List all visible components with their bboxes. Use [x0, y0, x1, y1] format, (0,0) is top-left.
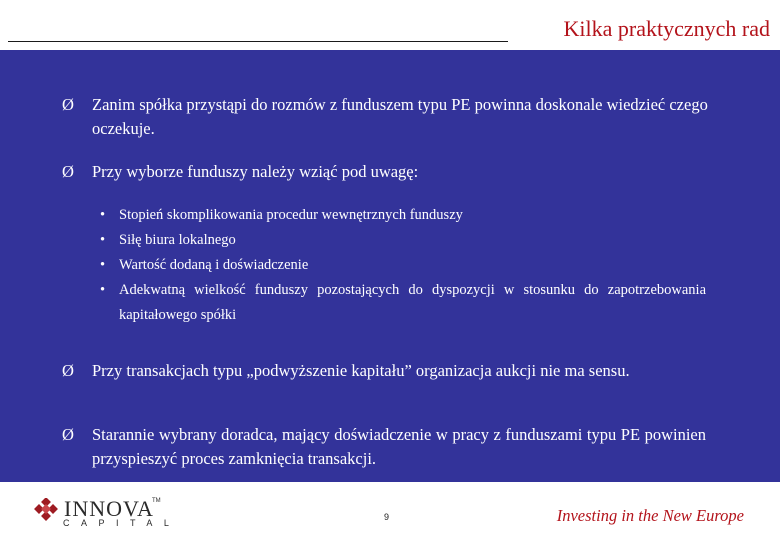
slide-header	[0, 0, 780, 50]
slide-title: Kilka praktycznych rad	[563, 16, 770, 41]
bullet-point-1	[62, 93, 710, 141]
logo-wordmark: INNOVA	[64, 496, 154, 521]
sub-point-text: Wartość dodaną i doświadczenie	[119, 257, 309, 273]
slide-content	[0, 50, 780, 482]
sub-point-2	[100, 228, 706, 252]
footer-tagline: Investing in the New Europe	[556, 506, 744, 525]
sub-point-4	[100, 278, 706, 327]
slide-footer	[0, 482, 780, 540]
bullet-point-text: Przy transakcjach typu „podwyższenie kapitału” organizacja aukcji nie ma sensu.	[92, 361, 630, 380]
bullet-point-text: Zanim spółka przystąpi do rozmów z funduszem typu PE powinna doskonale wiedzieć czego oczekuje.	[92, 95, 708, 138]
arrow-bullet-icon: Ø	[62, 162, 74, 181]
bullet-dot-icon: •	[100, 232, 106, 248]
logo-subtitle: CAPITAL	[63, 518, 181, 528]
sub-point-text: Stopień skomplikowania procedur wewnętrznych funduszy	[119, 207, 463, 223]
bullet-dot-icon: •	[100, 282, 106, 298]
sub-point-text: Siłę biura lokalnego	[119, 232, 236, 248]
bullet-point-text: Przy wyborze funduszy należy wziąć pod uwagę:	[92, 162, 419, 181]
bullet-point-2	[62, 160, 710, 184]
header-rule	[8, 41, 508, 42]
bullet-point-4	[62, 423, 706, 471]
bullet-dot-icon: •	[100, 207, 106, 223]
sub-point-text: Adekwatną wielkość funduszy pozostających do dyspozycji w stosunku do zapotrzebowania kapitałowego spółki	[119, 282, 706, 323]
bullet-dot-icon: •	[100, 257, 106, 273]
arrow-bullet-icon: Ø	[62, 425, 74, 444]
bullet-point-3	[62, 359, 706, 407]
sub-point-1	[100, 203, 706, 227]
bullet-point-text: Starannie wybrany doradca, mający doświadczenie w pracy z funduszami typu PE powinien przyspieszyć proces zamknięcia transakcji.	[92, 425, 706, 468]
logo-trademark: TM	[152, 498, 161, 504]
sub-point-3	[100, 253, 706, 277]
arrow-bullet-icon: Ø	[62, 95, 74, 114]
arrow-bullet-icon: Ø	[62, 361, 74, 380]
page-number: 9	[384, 512, 390, 522]
innova-diamond-logo-icon	[32, 498, 60, 526]
